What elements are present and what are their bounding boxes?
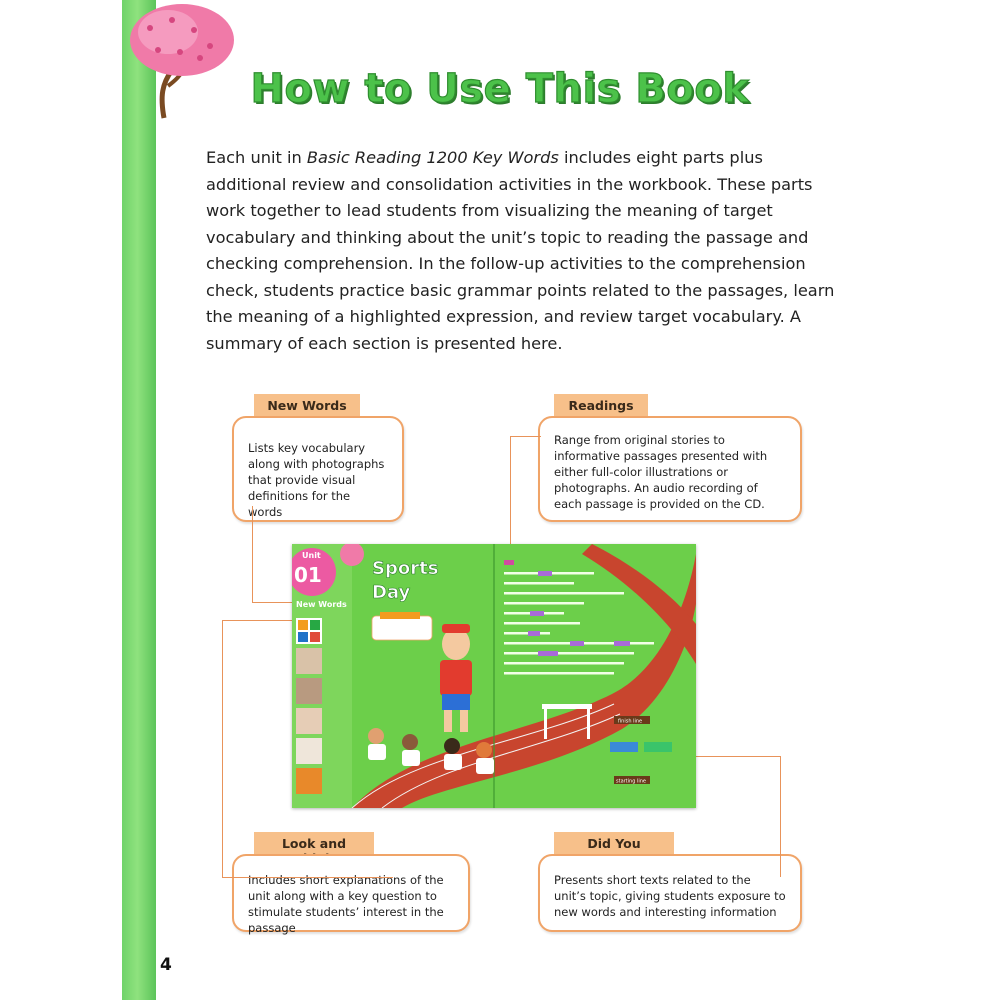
book-title: Basic Reading 1200 Key Words — [306, 148, 559, 167]
page-number: 4 — [160, 955, 172, 975]
did-you-know-tag: Did You — [554, 832, 674, 872]
new-words-tag: New Words — [254, 394, 360, 419]
finish-line-label: finish line — [618, 718, 643, 725]
look-and-think-text: Includes short explanations of the unit along with a key question to stimulate students’ interest in the passage — [248, 873, 444, 935]
readings-text: Range from original stories to informative passages presented with either full-color illustrations or photographs. An audio recording of each passage is provided on the CD. — [554, 433, 768, 511]
unit-number: 01 — [294, 563, 322, 587]
look-and-think-tag: Look and — [254, 832, 374, 872]
page-title: How to Use This Book — [250, 66, 750, 112]
new-words-text: Lists key vocabulary along with photographs that provide visual definitions for the words — [248, 441, 385, 519]
book-spread-illustration — [292, 544, 696, 808]
chapter-title-line1: Sports — [372, 558, 439, 579]
intro-text-rest: includes eight parts plus additional review and consolidation activities in the workbook. These parts work together to lead students from visualizing the meaning of target vocabulary and thinking about the unit’s topic to reading the passage and checking comprehension. In the follow-up activities to the comprehension check, students practice basic grammar points related to the passages, learn the meaning of a highlighted expression, and review target vocabulary. A summary of each section is presented here. — [206, 148, 835, 353]
green-stem-decoration — [122, 0, 156, 1000]
did-you-know-text: Presents short texts related to the unit’s topic, giving students exposure to new words and interesting information — [554, 873, 786, 919]
readings-connector — [510, 436, 541, 559]
readings-box — [538, 416, 802, 522]
did-you-know-connector — [690, 756, 781, 877]
spread-new-words-label: New Words — [296, 600, 347, 609]
spread-artwork — [292, 544, 696, 808]
intro-paragraph — [206, 145, 846, 357]
unit-label: Unit — [302, 551, 321, 560]
chapter-title-line2: Day — [372, 582, 411, 603]
intro-text-start: Each unit in — [206, 148, 307, 167]
starting-line-label: starting line — [616, 778, 646, 785]
readings-tag: Readings — [554, 394, 648, 419]
left-margin — [0, 0, 122, 1000]
